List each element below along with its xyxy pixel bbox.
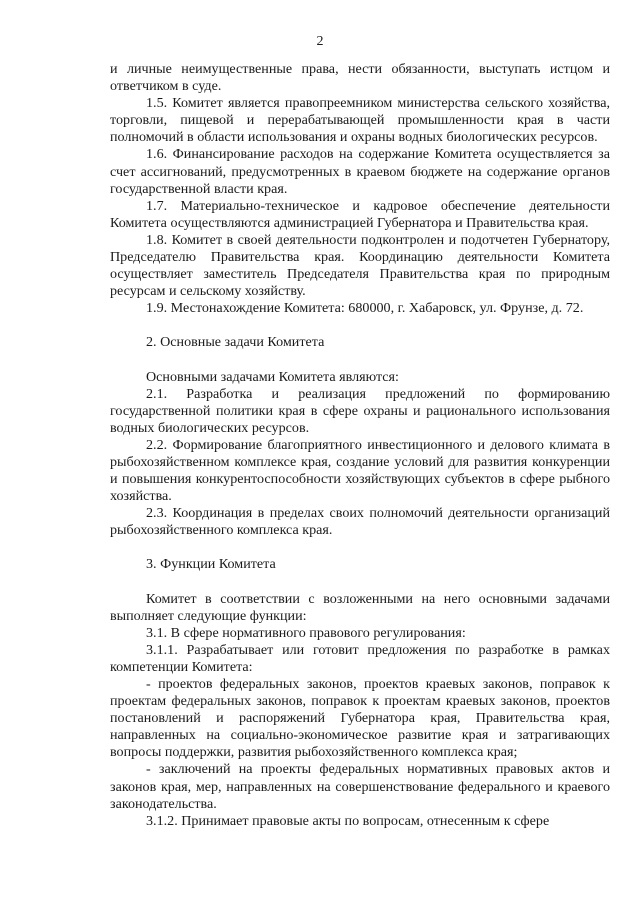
list-item-draft-laws: - проектов федеральных законов, проектов краевых законов, поправок к проектам федеральных законов, поправок к проектам краевых законов, проектов постановлений и распоряжений Губернатора края, Правительства края, направленных на социально-экономическое развитие края и затрагивающих вопросы поддержки, развития рыбохозяйственного комплекса края; <box>110 676 610 761</box>
section-spacer <box>110 539 610 556</box>
paragraph-rights-continuation: и личные неимущественные права, нести обязанности, выступать истцом и ответчиком в суде. <box>110 61 610 95</box>
section-heading-2: 2. Основные задачи Комитета <box>146 334 325 351</box>
paragraph-2-3: 2.3. Координация в пределах своих полномочий деятельности организаций рыбохозяйственного комплекса края. <box>110 505 610 539</box>
paragraph-1-5: 1.5. Комитет является правопреемником министерства сельского хозяйства, торговли, пищевой и перерабатывающей промышленности края в части полномочий в области использования и охраны водных биологических ресурсов. <box>110 95 610 146</box>
paragraph-1-9: 1.9. Местонахождение Комитета: 680000, г. Хабаровск, ул. Фрунзе, д. 72. <box>146 300 584 317</box>
paragraph-1-6: 1.6. Финансирование расходов на содержание Комитета осуществляется за счет ассигнований, предусмотренных в краевом бюджете на содержание органов государственной власти края. <box>110 146 610 197</box>
paragraph-1-8: 1.8. Комитет в своей деятельности подконтролен и подотчетен Губернатору, Председателю Правительства края. Координацию деятельности Комитета осуществляет заместитель Председателя Правительства края по природным ресурсам и сельскому хозяйству. <box>110 231 610 300</box>
section-heading-3: 3. Функции Комитета <box>146 556 276 573</box>
section-spacer <box>110 352 610 369</box>
paragraph-2-1: 2.1. Разработка и реализация предложений по формированию государственной политики края в сфере охраны и рационального использования водных биологических ресурсов. <box>110 385 610 436</box>
paragraph-3-1: 3.1. В сфере нормативного правового регулирования: <box>146 624 466 641</box>
paragraph-tasks-intro: Основными задачами Комитета являются: <box>146 368 399 385</box>
page-number: 2 <box>316 34 324 49</box>
section-spacer <box>110 574 610 591</box>
list-item-conclusions: - заключений на проекты федеральных нормативных правовых актов и законов края, мер, направленных на совершенствование федерального и краевого законодательства. <box>110 761 610 812</box>
section-spacer <box>110 317 610 334</box>
document-body <box>110 61 610 830</box>
paragraph-functions-intro: Комитет в соответствии с возложенными на него основными задачами выполняет следующие функции: <box>110 590 610 624</box>
paragraph-1-7: 1.7. Материально-техническое и кадровое обеспечение деятельности Комитета осуществляются администрацией Губернатора и Правительства края. <box>110 197 610 231</box>
paragraph-3-1-2: 3.1.2. Принимает правовые акты по вопросам, отнесенным к сфере <box>146 812 550 829</box>
paragraph-3-1-1: 3.1.1. Разрабатывает или готовит предложения по разработке в рамках компетенции Комитета: <box>110 641 610 675</box>
paragraph-2-2: 2.2. Формирование благоприятного инвестиционного и делового климата в рыбохозяйственном комплексе края, создание условий для развития конкуренции и повышения конкурентоспособности хозяйствующих субъектов в сфере рыбного хозяйства. <box>110 436 610 505</box>
